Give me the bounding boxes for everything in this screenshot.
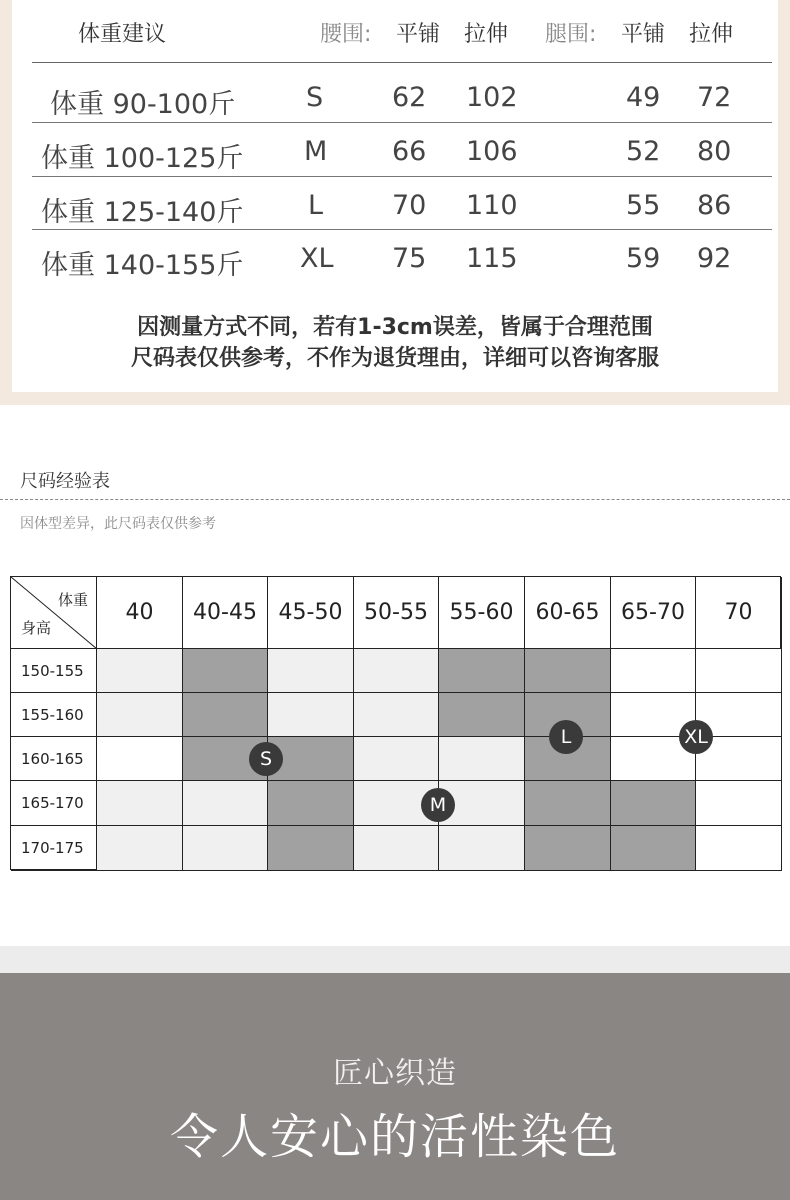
disclaimer-line-1: 因测量方式不同，若有1-3cm误差，皆属于合理范围: [137, 315, 653, 340]
height-row-header: 150-155: [11, 649, 97, 693]
size-zone-cell: [439, 737, 525, 781]
waist-flat-cell: 66: [392, 136, 427, 167]
weight-column-header: 45-50: [268, 577, 354, 649]
weight-cell: 体重 90-100斤: [50, 89, 236, 120]
size-zone-cell: [525, 826, 611, 871]
size-badge: L: [549, 720, 583, 754]
size-zone-cell: [439, 826, 525, 871]
size-zone-cell: [696, 649, 782, 693]
recommendation-header: [12, 0, 778, 62]
height-row-header: 170-175: [11, 826, 97, 871]
size-row: [12, 122, 778, 175]
banner-title: 令人安心的活性染色: [169, 1109, 620, 1165]
size-zone-cell: [354, 649, 439, 693]
size-cell: S: [306, 82, 324, 113]
weight-header: 体重建议: [78, 22, 167, 47]
size-zone-cell: [611, 826, 696, 871]
size-zone-cell: [268, 649, 354, 693]
size-zone-cell: [439, 693, 525, 737]
corner-diagonal: [11, 577, 97, 649]
weight-column-header: 70: [696, 577, 782, 649]
size-row: [12, 176, 778, 229]
size-row: [12, 229, 778, 282]
weight-column-header: 40-45: [183, 577, 268, 649]
size-zone-cell: [611, 649, 696, 693]
size-zone-cell: [354, 826, 439, 871]
size-zone-cell: [268, 781, 354, 826]
height-row-header: 165-170: [11, 781, 97, 826]
weight-column-header: 65-70: [611, 577, 696, 649]
thigh-stretch-cell: 72: [697, 82, 732, 113]
craft-banner: [0, 973, 790, 1200]
dashed-divider: [0, 499, 790, 500]
size-badge: S: [249, 742, 283, 776]
size-zone-cell: [354, 737, 439, 781]
waist-flat-cell: 62: [392, 82, 427, 113]
weight-column-header: 60-65: [525, 577, 611, 649]
thigh-header: 腿围:: [545, 22, 597, 47]
size-cell: XL: [300, 243, 334, 274]
weight-column-header: 50-55: [354, 577, 439, 649]
size-recommendation-card: [12, 0, 778, 392]
disclaimer-line-2: 尺码表仅供参考，不作为退货理由，详细可以咨询客服: [130, 346, 659, 371]
waist-flat-cell: 75: [392, 243, 427, 274]
size-zone-cell: [97, 781, 183, 826]
height-row-header: 155-160: [11, 693, 97, 737]
separator-strip: [0, 946, 790, 973]
size-badge: M: [421, 788, 455, 822]
thigh-stretch-cell: 80: [697, 136, 732, 167]
size-zone-cell: [439, 649, 525, 693]
banner-subtitle: 匠心织造: [333, 1056, 457, 1091]
size-row: [12, 68, 778, 121]
weight-cell: 体重 140-155斤: [41, 250, 244, 281]
weight-column-header: 55-60: [439, 577, 525, 649]
size-zone-cell: [696, 781, 782, 826]
size-zone-cell: [183, 693, 268, 737]
waist-stretch-cell: 106: [466, 136, 518, 167]
size-zone-cell: [183, 649, 268, 693]
size-experience-subtitle: 因体型差异，此尺码表仅供参考: [20, 516, 216, 532]
thigh-stretch-header: 拉伸: [689, 22, 734, 47]
thigh-flat-cell: 49: [626, 82, 661, 113]
waist-stretch-cell: 115: [466, 243, 518, 274]
size-zone-cell: [97, 649, 183, 693]
waist-flat-cell: 70: [392, 190, 427, 221]
size-experience-title: 尺码经验表: [20, 471, 110, 492]
size-experience-grid: [10, 576, 781, 870]
size-cell: M: [304, 136, 328, 167]
height-row-header: 160-165: [11, 737, 97, 781]
size-zone-cell: [183, 826, 268, 871]
size-zone-cell: [97, 693, 183, 737]
weight-cell: 体重 100-125斤: [41, 143, 244, 174]
thigh-flat-header: 平铺: [621, 22, 666, 47]
grid-corner: [11, 577, 97, 649]
thigh-stretch-cell: 86: [697, 190, 732, 221]
size-zone-cell: [611, 781, 696, 826]
size-zone-cell: [525, 649, 611, 693]
size-zone-cell: [696, 826, 782, 871]
size-zone-cell: [268, 693, 354, 737]
size-recommendation-section: [0, 0, 790, 405]
size-zone-cell: [268, 826, 354, 871]
waist-flat-header: 平铺: [396, 22, 441, 47]
size-zone-cell: [97, 737, 183, 781]
size-cell: L: [308, 190, 324, 221]
thigh-flat-cell: 55: [626, 190, 661, 221]
size-zone-cell: [525, 781, 611, 826]
waist-header: 腰围:: [320, 22, 372, 47]
size-badge: XL: [679, 720, 713, 754]
thigh-flat-cell: 59: [626, 243, 661, 274]
waist-stretch-cell: 110: [466, 190, 518, 221]
header-divider: [32, 62, 772, 63]
size-zone-cell: [354, 693, 439, 737]
thigh-stretch-cell: 92: [697, 243, 732, 274]
thigh-flat-cell: 52: [626, 136, 661, 167]
corner-height-label: 身高: [21, 619, 52, 637]
weight-cell: 体重 125-140斤: [41, 197, 244, 228]
corner-weight-label: 体重: [57, 591, 88, 609]
waist-stretch-cell: 102: [466, 82, 518, 113]
size-zone-cell: [97, 826, 183, 871]
size-zone-cell: [183, 781, 268, 826]
weight-column-header: 40: [97, 577, 183, 649]
waist-stretch-header: 拉伸: [464, 22, 509, 47]
